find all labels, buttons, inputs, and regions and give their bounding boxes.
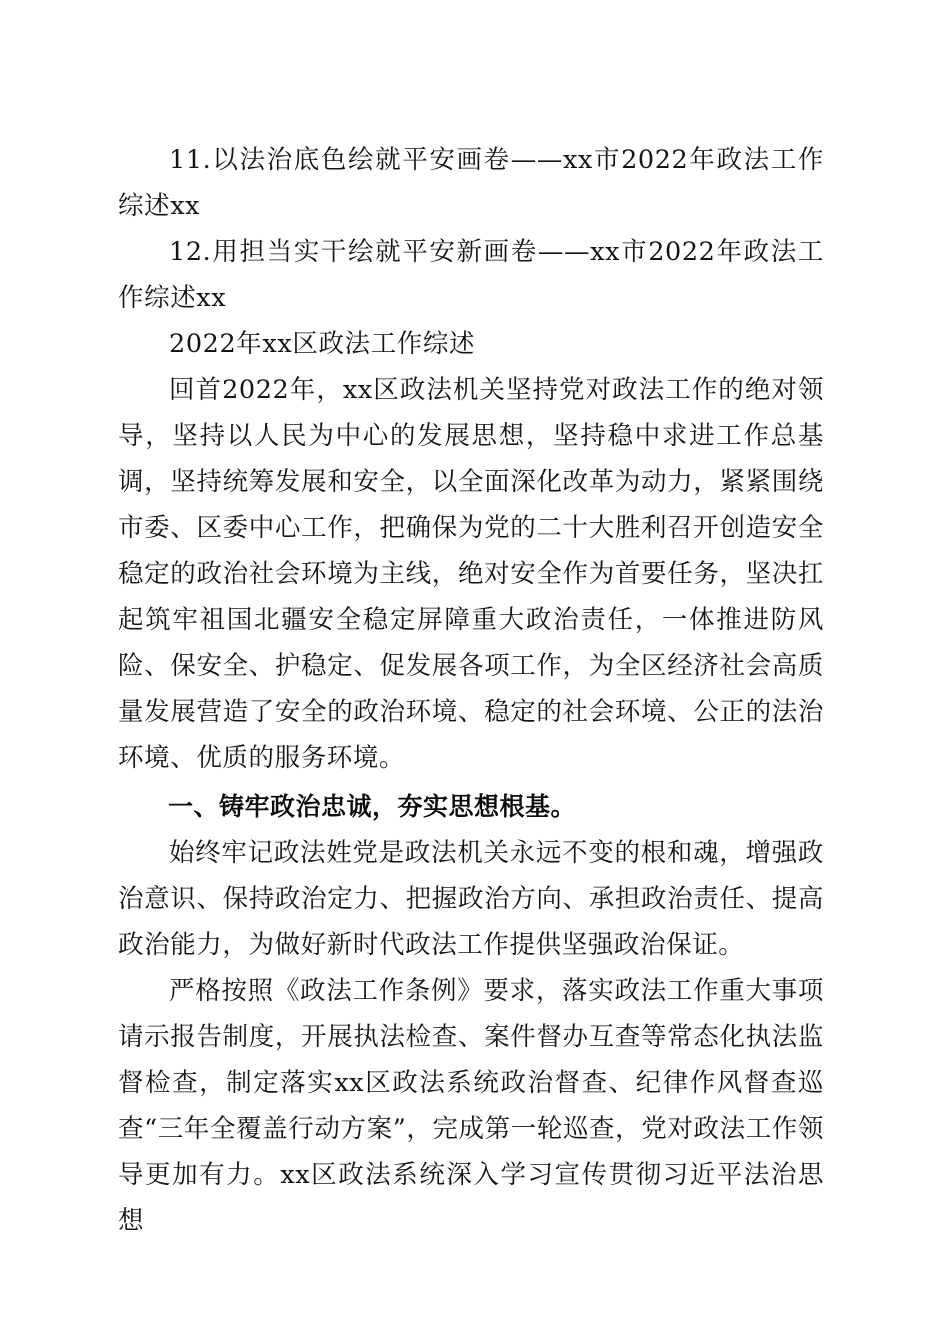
intro-paragraph: 回首2022年，xx区政法机关坚持党对政法工作的绝对领导，坚持以人民为中心的发展思想，坚持稳中求进工作总基调，坚持统筹发展和安全，以全面深化改革为动力，紧紧围绕市委、区委中心工作，把确保为党的二十大胜利召开创造安全稳定的政治社会环境为主线，绝对安全作为首要任务，坚决扛起筑牢祖国北疆安全稳定屏障重大政治责任，一体推进防风险、保安全、护稳定、促发展各项工作，为全区经济社会高质量发展营造了安全的政治环境、稳定的社会环境、公正的法治环境、优质的服务环境。 bbox=[118, 375, 824, 773]
section-1-paragraph-2: 严格按照《政法工作条例》要求，落实政法工作重大事项请示报告制度，开展执法检查、案件督办互查等常态化执法监督检查，制定落实xx区政法系统政治督查、纪律作风督查巡查“三年全覆盖行动方案”，完成第一轮巡查，党对政法工作领导更加有力。xx区政法系统深入学习宣传贯彻习近平法治思想 bbox=[118, 976, 824, 1236]
page-bottom-whitespace bbox=[118, 1244, 824, 1245]
catalogue-item-12: 12.用担当实干绘就平安新画卷——xx市2022年政法工作综述xx bbox=[118, 237, 824, 313]
section-heading-1: 一、铸牢政治忠诚，夯实思想根基。 bbox=[168, 792, 577, 821]
catalogue-item-11: 11.以法治底色绘就平安画卷——xx市2022年政法工作综述xx bbox=[118, 145, 824, 221]
article-title: 2022年xx区政法工作综述 bbox=[169, 329, 476, 359]
document-text-column bbox=[118, 137, 824, 1245]
section-1-paragraph-1: 始终牢记政法姓党是政法机关永远不变的根和魂，增强政治意识、保持政治定力、把握政治方向、承担政治责任、提高政治能力，为做好新时代政法工作提供坚强政治保证。 bbox=[118, 838, 824, 960]
